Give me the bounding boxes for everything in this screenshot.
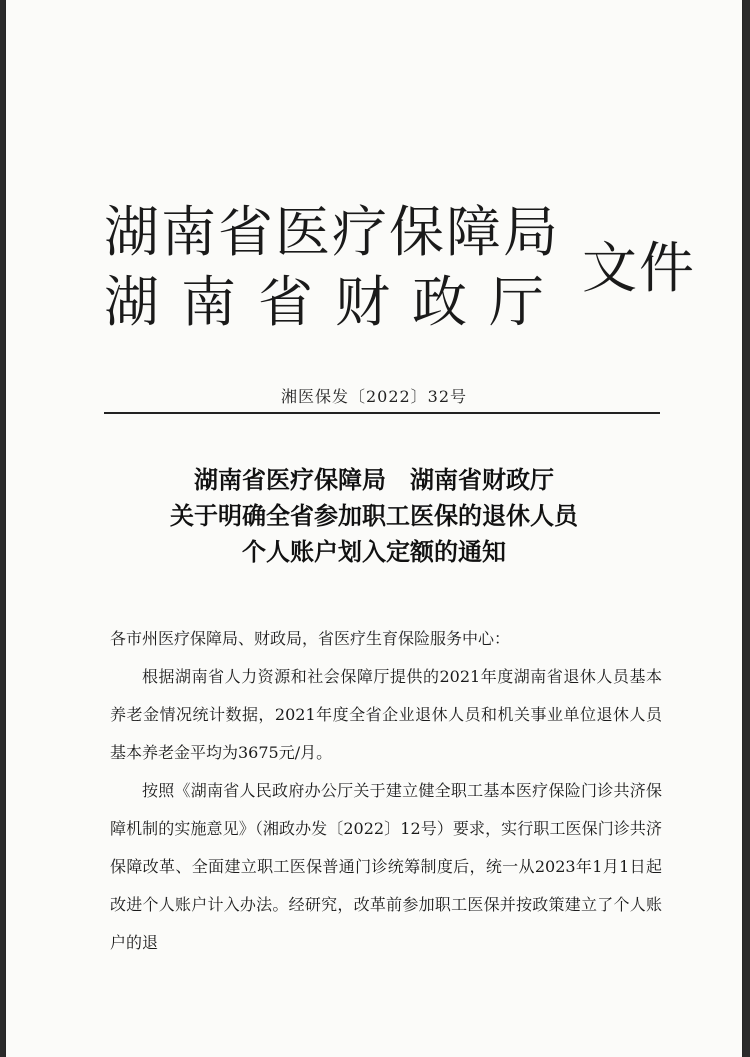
document-title <box>6 462 742 570</box>
body-paragraph-1: 根据湖南省人力资源和社会保障厅提供的2021年度湖南省退休人员基本养老金情况统计数据，2021年度全省企业退休人员和机关事业单位退休人员基本养老金平均为3675元/月。 <box>110 667 662 762</box>
issuing-agency-2: 湖南省财政厅 <box>104 270 567 334</box>
title-line-3: 个人账户划入定额的通知 <box>242 537 506 566</box>
document-header <box>104 198 704 338</box>
salutation: 各市州医疗保障局、财政局，省医疗生育保险服务中心： <box>110 629 511 648</box>
issuing-agency-1: 湖南省医疗保障局 <box>104 200 561 264</box>
title-line-1: 湖南省医疗保障局 湖南省财政厅 <box>194 465 554 494</box>
document-page <box>6 0 742 1057</box>
body-paragraph-2: 按照《湖南省人民政府办公厅关于建立健全职工基本医疗保险门诊共济保障机制的实施意见》（湘政办发〔2022〕12号）要求，实行职工医保门诊共济保障改革、全面建立职工医保普通门诊统筹制度后，统一从2023年1月1日起改进个人账户计入办法。经研究，改革前参加职工医保并按政策建立了个人账户的退 <box>110 781 662 952</box>
document-body <box>110 620 662 962</box>
document-suffix: 文件 <box>582 236 697 300</box>
header-divider <box>104 412 660 414</box>
title-line-2: 关于明确全省参加职工医保的退休人员 <box>170 501 578 530</box>
document-number: 湘医保发〔2022〕32号 <box>280 387 468 406</box>
